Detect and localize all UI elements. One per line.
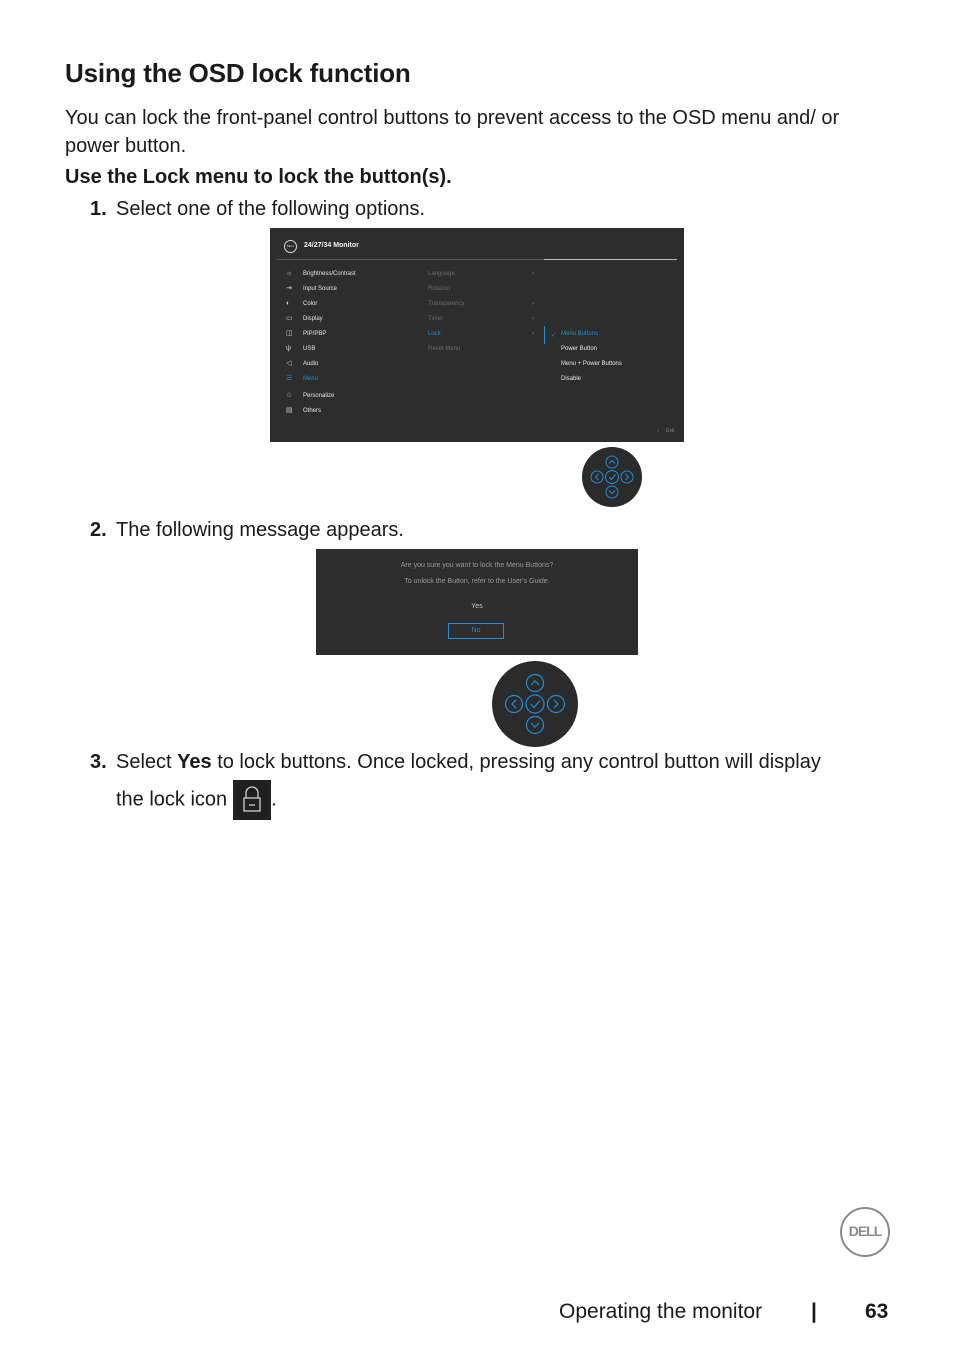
menu-icon: ☰ bbox=[286, 375, 293, 382]
step-text-end: . bbox=[271, 788, 277, 811]
step-1 bbox=[90, 195, 425, 223]
usb-icon: ψ bbox=[286, 345, 291, 352]
step-text: Select one of the following options. bbox=[116, 198, 426, 220]
step-number: 3. bbox=[90, 751, 107, 773]
osd-submenu-timer[interactable]: Timer bbox=[428, 316, 444, 322]
others-icon: ▤ bbox=[286, 407, 293, 414]
page-title: Using the OSD lock function bbox=[65, 58, 411, 88]
dialog-note: To unlock the Button, refer to the User's Guide. bbox=[404, 578, 550, 585]
dialog-question: Are you sure you want to lock the Menu Buttons? bbox=[400, 562, 554, 569]
check-icon: ✓ bbox=[551, 333, 557, 339]
osd-menu-screenshot: DELL 24/27/34 Monitor ☼ Brightness/Contrast ⇥ Input Source ◐ Color ▭ Display ◫ PIP/PBP ψ USB ◁ Audio ☰ Menu ☆ Personalize ▤ Others Language › Rotation Transparency › Timer › Lock › Reset Menu ✓ Menu Buttons Power Button Menu + Power Buttons Disable ‹ Exit bbox=[270, 228, 684, 442]
step-text-bold: Yes bbox=[177, 751, 212, 773]
intro-paragraph: You can lock the front-panel control buttons to prevent access to the OSD menu and/ or power button. bbox=[65, 107, 840, 157]
chevron-left-icon: ‹ bbox=[657, 428, 659, 434]
osd-title: 24/27/34 Monitor bbox=[304, 242, 359, 249]
osd-submenu-transparency[interactable]: Transparency bbox=[428, 301, 465, 307]
lock-option-menu-power-buttons[interactable]: Menu + Power Buttons bbox=[561, 361, 622, 367]
dialog-yes-button[interactable]: Yes bbox=[471, 603, 483, 610]
step-text-cont: the lock icon bbox=[116, 788, 228, 811]
dialog-no-button[interactable]: No bbox=[448, 623, 504, 639]
osd-submenu-lock[interactable]: Lock bbox=[428, 331, 441, 337]
step-3 bbox=[90, 744, 890, 820]
joystick-control-icon bbox=[492, 661, 578, 747]
pip-icon: ◫ bbox=[286, 330, 293, 337]
chevron-right-icon: › bbox=[532, 331, 534, 337]
footer-separator: | bbox=[811, 1300, 817, 1323]
chevron-right-icon: › bbox=[532, 271, 534, 277]
osd-submenu-reset-menu[interactable]: Reset Menu bbox=[428, 346, 461, 352]
instruction-heading: Use the Lock menu to lock the button(s). bbox=[65, 166, 452, 188]
star-icon: ☆ bbox=[286, 392, 293, 399]
speaker-icon: ◁ bbox=[286, 360, 292, 367]
dell-logo-icon: DELL bbox=[840, 1207, 890, 1257]
sun-icon: ☼ bbox=[286, 270, 293, 277]
header-divider-highlight bbox=[544, 259, 677, 260]
osd-submenu-rotation[interactable]: Rotation bbox=[428, 286, 451, 292]
lock-confirmation-dialog bbox=[316, 549, 638, 655]
step-text-post: to lock buttons. Once locked, pressing any control button will display bbox=[211, 751, 821, 773]
lock-option-menu-buttons[interactable]: Menu Buttons bbox=[561, 331, 599, 337]
osd-submenu-language[interactable]: Language bbox=[428, 271, 455, 277]
lock-icon bbox=[233, 780, 271, 820]
display-icon: ▭ bbox=[286, 315, 293, 322]
step-number: 1. bbox=[90, 198, 107, 220]
footer-section-title: Operating the monitor bbox=[559, 1300, 763, 1323]
step-number: 2. bbox=[90, 519, 107, 541]
selection-indicator bbox=[544, 326, 545, 344]
header-divider bbox=[276, 259, 544, 260]
page-number: 63 bbox=[865, 1300, 889, 1323]
step-text: The following message appears. bbox=[116, 519, 404, 541]
chevron-right-icon: › bbox=[532, 316, 534, 322]
dell-logo-icon: DELL bbox=[284, 240, 297, 253]
palette-icon: ◐ bbox=[286, 300, 291, 307]
step-2 bbox=[90, 516, 404, 544]
joystick-control-icon bbox=[582, 447, 642, 507]
lock-option-power-button[interactable]: Power Button bbox=[561, 346, 598, 352]
lock-option-disable[interactable]: Disable bbox=[561, 376, 582, 382]
input-icon: ⇥ bbox=[286, 285, 292, 292]
exit-label[interactable]: Exit bbox=[666, 428, 675, 434]
chevron-right-icon: › bbox=[532, 301, 534, 307]
step-text-pre: Select bbox=[116, 751, 178, 773]
